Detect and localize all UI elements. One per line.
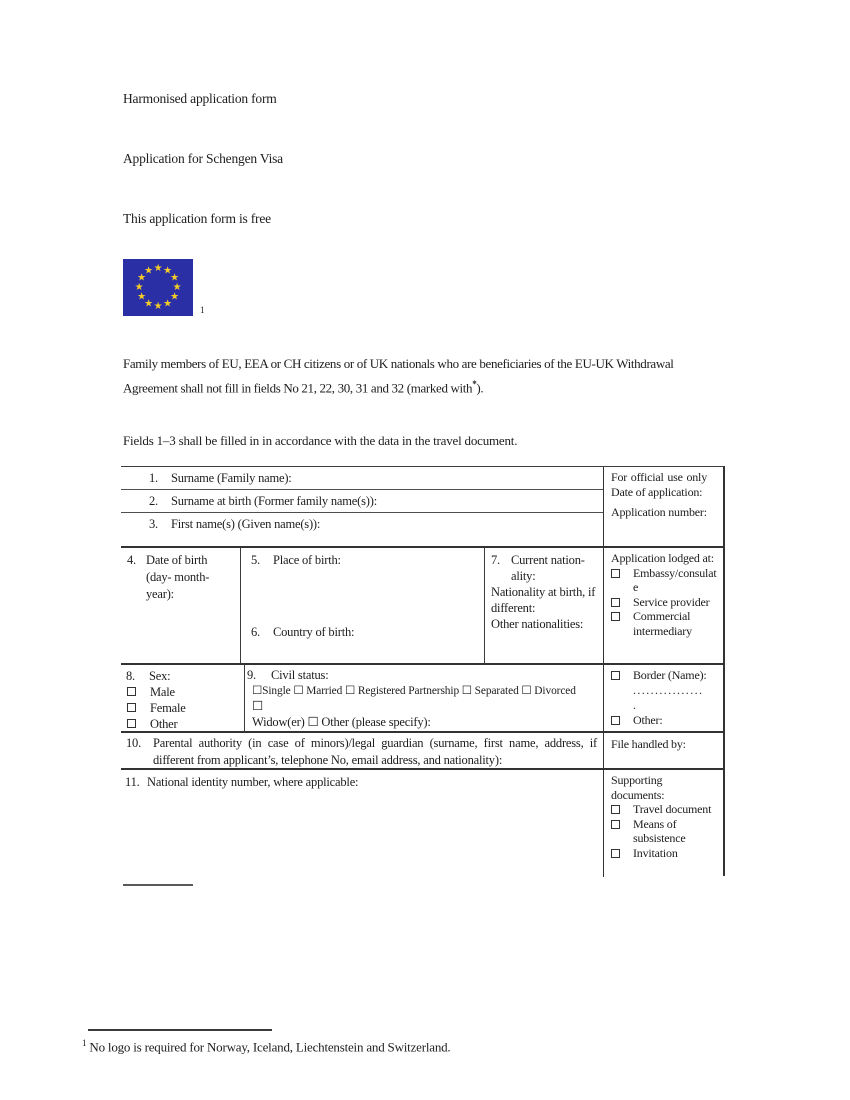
field-label: Country of birth: bbox=[273, 625, 355, 639]
doc-heading-harmonised: Harmonised application form bbox=[123, 91, 277, 106]
flag-footnote-marker: 1 bbox=[200, 305, 205, 315]
checkbox-travel-document[interactable] bbox=[611, 805, 620, 814]
supporting-documents-label: Supporting documents: bbox=[611, 773, 665, 802]
row-fields-8-9 bbox=[121, 665, 603, 733]
field-label: Date of birth (day- month- year): bbox=[146, 553, 210, 601]
civil-status-options-line3[interactable]: Widow(er) ☐ Other (please specify): bbox=[252, 714, 431, 729]
field-5-6-place-country[interactable] bbox=[241, 548, 485, 663]
option-label: Commercial intermediary bbox=[633, 609, 692, 638]
field-label: Sex: bbox=[149, 669, 171, 683]
star-icon: ★ bbox=[170, 291, 179, 302]
field-11-national-identity-number[interactable] bbox=[121, 770, 603, 877]
field-number: 1. bbox=[149, 471, 158, 485]
option-label: Border (Name): bbox=[633, 668, 707, 682]
star-icon: ★ bbox=[153, 300, 163, 312]
sex-option-other bbox=[126, 716, 242, 732]
star-icon: ★ bbox=[163, 297, 172, 309]
footnote bbox=[82, 1038, 451, 1055]
star-icon: ★ bbox=[144, 297, 153, 309]
field-6-country-of-birth[interactable] bbox=[241, 624, 484, 641]
border-name-dotted-line[interactable]: ................ bbox=[633, 683, 704, 697]
official-use-label: For official use only Date of application: bbox=[611, 470, 707, 499]
field-number: 7. bbox=[491, 553, 500, 567]
application-form-table bbox=[121, 466, 725, 876]
checkbox-service-provider[interactable] bbox=[611, 598, 620, 607]
field-number: 9. bbox=[247, 668, 256, 682]
option-label: Service provider bbox=[633, 594, 710, 609]
option-label: Means of subsistence bbox=[633, 816, 686, 845]
official-use-column bbox=[603, 467, 723, 877]
field-label: Surname (Family name): bbox=[171, 471, 292, 485]
note-text: Family members of EU, EEA or CH citizens or of UK nationals who are beneficiaries of the EU-UK Withdrawal Agreement shall not fill in fields No 21, 22, 30, 31 and 32 (marked with bbox=[123, 356, 674, 396]
footnote-text: No logo is required for Norway, Iceland, Liechtenstein and Switzerland. bbox=[89, 1039, 451, 1055]
lodged-at-label: Application lodged at: bbox=[611, 551, 714, 565]
checkbox-other-lodged[interactable] bbox=[611, 716, 620, 725]
row-fields-4-7 bbox=[121, 548, 603, 665]
field-9-civil-status[interactable] bbox=[245, 665, 603, 731]
field-number: 2. bbox=[149, 494, 158, 508]
field-number: 4. bbox=[127, 553, 136, 567]
field-4-date-of-birth[interactable] bbox=[121, 548, 241, 663]
signature-short-rule bbox=[123, 884, 193, 886]
eu-flag bbox=[123, 259, 193, 316]
field-number: 8. bbox=[126, 669, 135, 683]
field-10-parental-authority[interactable] bbox=[121, 733, 603, 770]
star-icon: ★ bbox=[144, 265, 153, 277]
field-7-nationality[interactable] bbox=[485, 548, 603, 663]
application-lodged-cell bbox=[604, 548, 723, 665]
field-label: First name(s) (Given name(s)): bbox=[171, 517, 321, 531]
star-icon: ★ bbox=[172, 281, 182, 293]
star-icon: ★ bbox=[163, 265, 172, 277]
doc-heading-free: This application form is free bbox=[123, 211, 271, 226]
star-icon: ★ bbox=[137, 272, 146, 283]
eu-flag-logo bbox=[123, 259, 213, 319]
checkbox-border[interactable] bbox=[611, 671, 620, 680]
option-label: Other bbox=[150, 717, 178, 731]
supporting-documents-cell bbox=[604, 770, 723, 877]
checkbox-other[interactable] bbox=[127, 719, 136, 728]
checkbox-embassy-consulate[interactable] bbox=[611, 569, 620, 578]
lodged-option-other bbox=[611, 713, 718, 728]
option-label: Embassy/consulate bbox=[633, 565, 717, 594]
supporting-option-means-of-subsistence bbox=[611, 817, 718, 846]
file-handled-label: File handled by: bbox=[611, 737, 686, 751]
field-label: Place of birth: bbox=[273, 553, 341, 567]
lodged-option-service-provider bbox=[611, 595, 718, 610]
application-number-label: Application number: bbox=[611, 505, 707, 519]
supporting-option-invitation bbox=[611, 846, 718, 861]
field-2-surname-at-birth[interactable] bbox=[121, 490, 603, 513]
official-use-cell bbox=[604, 467, 723, 548]
field-label: Civil status: bbox=[271, 668, 329, 682]
star-icon: ★ bbox=[134, 281, 144, 293]
field-1-surname[interactable] bbox=[121, 467, 603, 490]
nationality-at-birth-label: Nationality at birth, if different: bbox=[491, 585, 596, 615]
footnote-marker: 1 bbox=[82, 1038, 87, 1048]
star-icon: ★ bbox=[170, 272, 179, 283]
option-label: Other: bbox=[633, 713, 663, 727]
field-number: 6. bbox=[251, 625, 260, 639]
footnote-separator-rule bbox=[88, 1029, 272, 1031]
other-nationalities-label: Other nationalities: bbox=[491, 617, 584, 631]
checkbox-means-of-subsistence[interactable] bbox=[611, 820, 620, 829]
asterisk-marker: * bbox=[472, 379, 477, 389]
field-3-first-names[interactable] bbox=[121, 513, 603, 548]
sex-option-female bbox=[126, 700, 242, 716]
doc-heading-title: Application for Schengen Visa bbox=[123, 151, 283, 166]
checkbox-female[interactable] bbox=[127, 703, 136, 712]
option-label: Male bbox=[150, 685, 175, 699]
field-label: Parental authority (in case of minors)/legal guardian (surname, first name, address, if different from applicant’s, telephone No, email address, and nationality): bbox=[153, 736, 597, 767]
supporting-option-travel-document bbox=[611, 802, 718, 817]
sex-option-male bbox=[126, 684, 242, 700]
field-number: 5. bbox=[251, 553, 260, 567]
lodged-option-commercial-intermediary bbox=[611, 609, 718, 638]
civil-status-options-line2[interactable]: ☐ bbox=[252, 699, 264, 713]
field-label: Current nation- ality: bbox=[511, 553, 585, 583]
field-label: Surname at birth (Former family name(s)): bbox=[171, 494, 377, 508]
file-handled-cell[interactable] bbox=[604, 733, 723, 770]
option-label: Travel document bbox=[633, 802, 712, 816]
field-label: National identity number, where applicable: bbox=[147, 775, 359, 789]
option-label: Female bbox=[150, 701, 186, 715]
checkbox-invitation[interactable] bbox=[611, 849, 620, 858]
border-other-cell bbox=[604, 665, 723, 733]
lodged-option-embassy bbox=[611, 566, 718, 595]
lodged-option-border bbox=[611, 668, 718, 683]
civil-status-options-line1[interactable]: ☐Single ☐ Married ☐ Registered Partnership ☐ Separated ☐ Divorced bbox=[252, 684, 576, 697]
field-number: 3. bbox=[149, 517, 158, 531]
checkbox-male[interactable] bbox=[127, 687, 136, 696]
field-number: 11. bbox=[125, 775, 140, 789]
note-text-end: ). bbox=[476, 380, 484, 396]
field-number: 10. bbox=[126, 736, 142, 750]
checkbox-commercial-intermediary[interactable] bbox=[611, 612, 620, 621]
star-icon: ★ bbox=[137, 291, 146, 302]
option-label: Invitation bbox=[633, 845, 678, 860]
border-name-dotted-line-end: . bbox=[633, 698, 636, 712]
star-icon: ★ bbox=[153, 262, 163, 274]
field-8-sex[interactable] bbox=[121, 665, 245, 731]
fields-1-3-note: Fields 1–3 shall be filled in in accordance with the data in the travel document. bbox=[123, 433, 518, 448]
family-members-note bbox=[123, 353, 723, 398]
